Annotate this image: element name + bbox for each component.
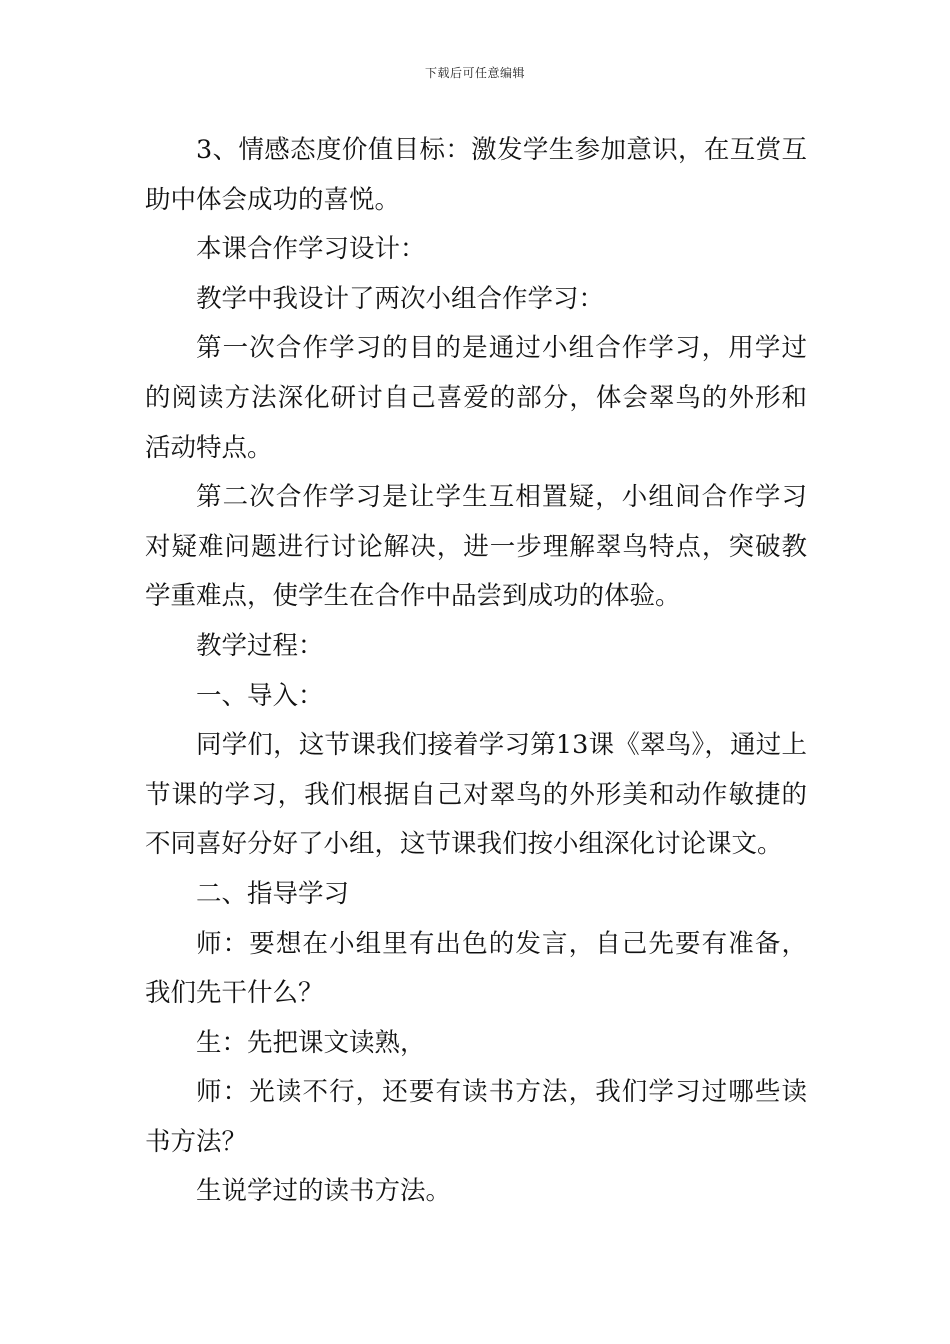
paragraph-emotion-goal: 3、情感态度价值目标：激发学生参加意识，在互赏互助中体会成功的喜悦。	[145, 135, 807, 215]
paragraph-teaching-process-heading: 教学过程：	[196, 630, 324, 661]
paragraph-first-session: 第一次合作学习的目的是通过小组合作学习，用学过的阅读方法深化研讨自己喜爱的部分，体会翠鸟的外形和活动特点。	[145, 333, 807, 463]
paragraph-introduction-text: 同学们，这节课我们接着学习第13课《翠鸟》，通过上节课的学习，我们根据自己对翠鸟的外形美和动作敏捷的不同喜好分好了小组，这节课我们按小组深化讨论课文。	[145, 730, 807, 860]
paragraph-teacher-question-2: 师：光读不行，还要有读书方法，我们学习过哪些读书方法？	[145, 1077, 807, 1157]
paragraph-teacher-question-1: 师：要想在小组里有出色的发言，自己先要有准备，我们先干什么？	[145, 928, 807, 1009]
paragraph-two-group-sessions: 教学中我设计了两次小组合作学习：	[196, 283, 605, 314]
document-body	[145, 126, 807, 1217]
paragraph-introduction-heading: 一、导入：	[196, 680, 324, 711]
paragraph-student-answer-2: 生说学过的读书方法。	[196, 1176, 452, 1207]
paragraph-guided-learning-heading: 二、指导学习	[196, 878, 350, 909]
page-header: 下载后可任意编辑	[424, 66, 525, 80]
paragraph-cooperative-design-heading: 本课合作学习设计：	[196, 234, 426, 265]
paragraph-student-answer-1: 生：先把课文读熟，	[196, 1027, 426, 1058]
paragraph-second-session: 第二次合作学习是让学生互相置疑，小组间合作学习对疑难问题进行讨论解决，进一步理解翠鸟特点，突破教学重难点，使学生在合作中品尝到成功的体验。	[145, 482, 807, 612]
